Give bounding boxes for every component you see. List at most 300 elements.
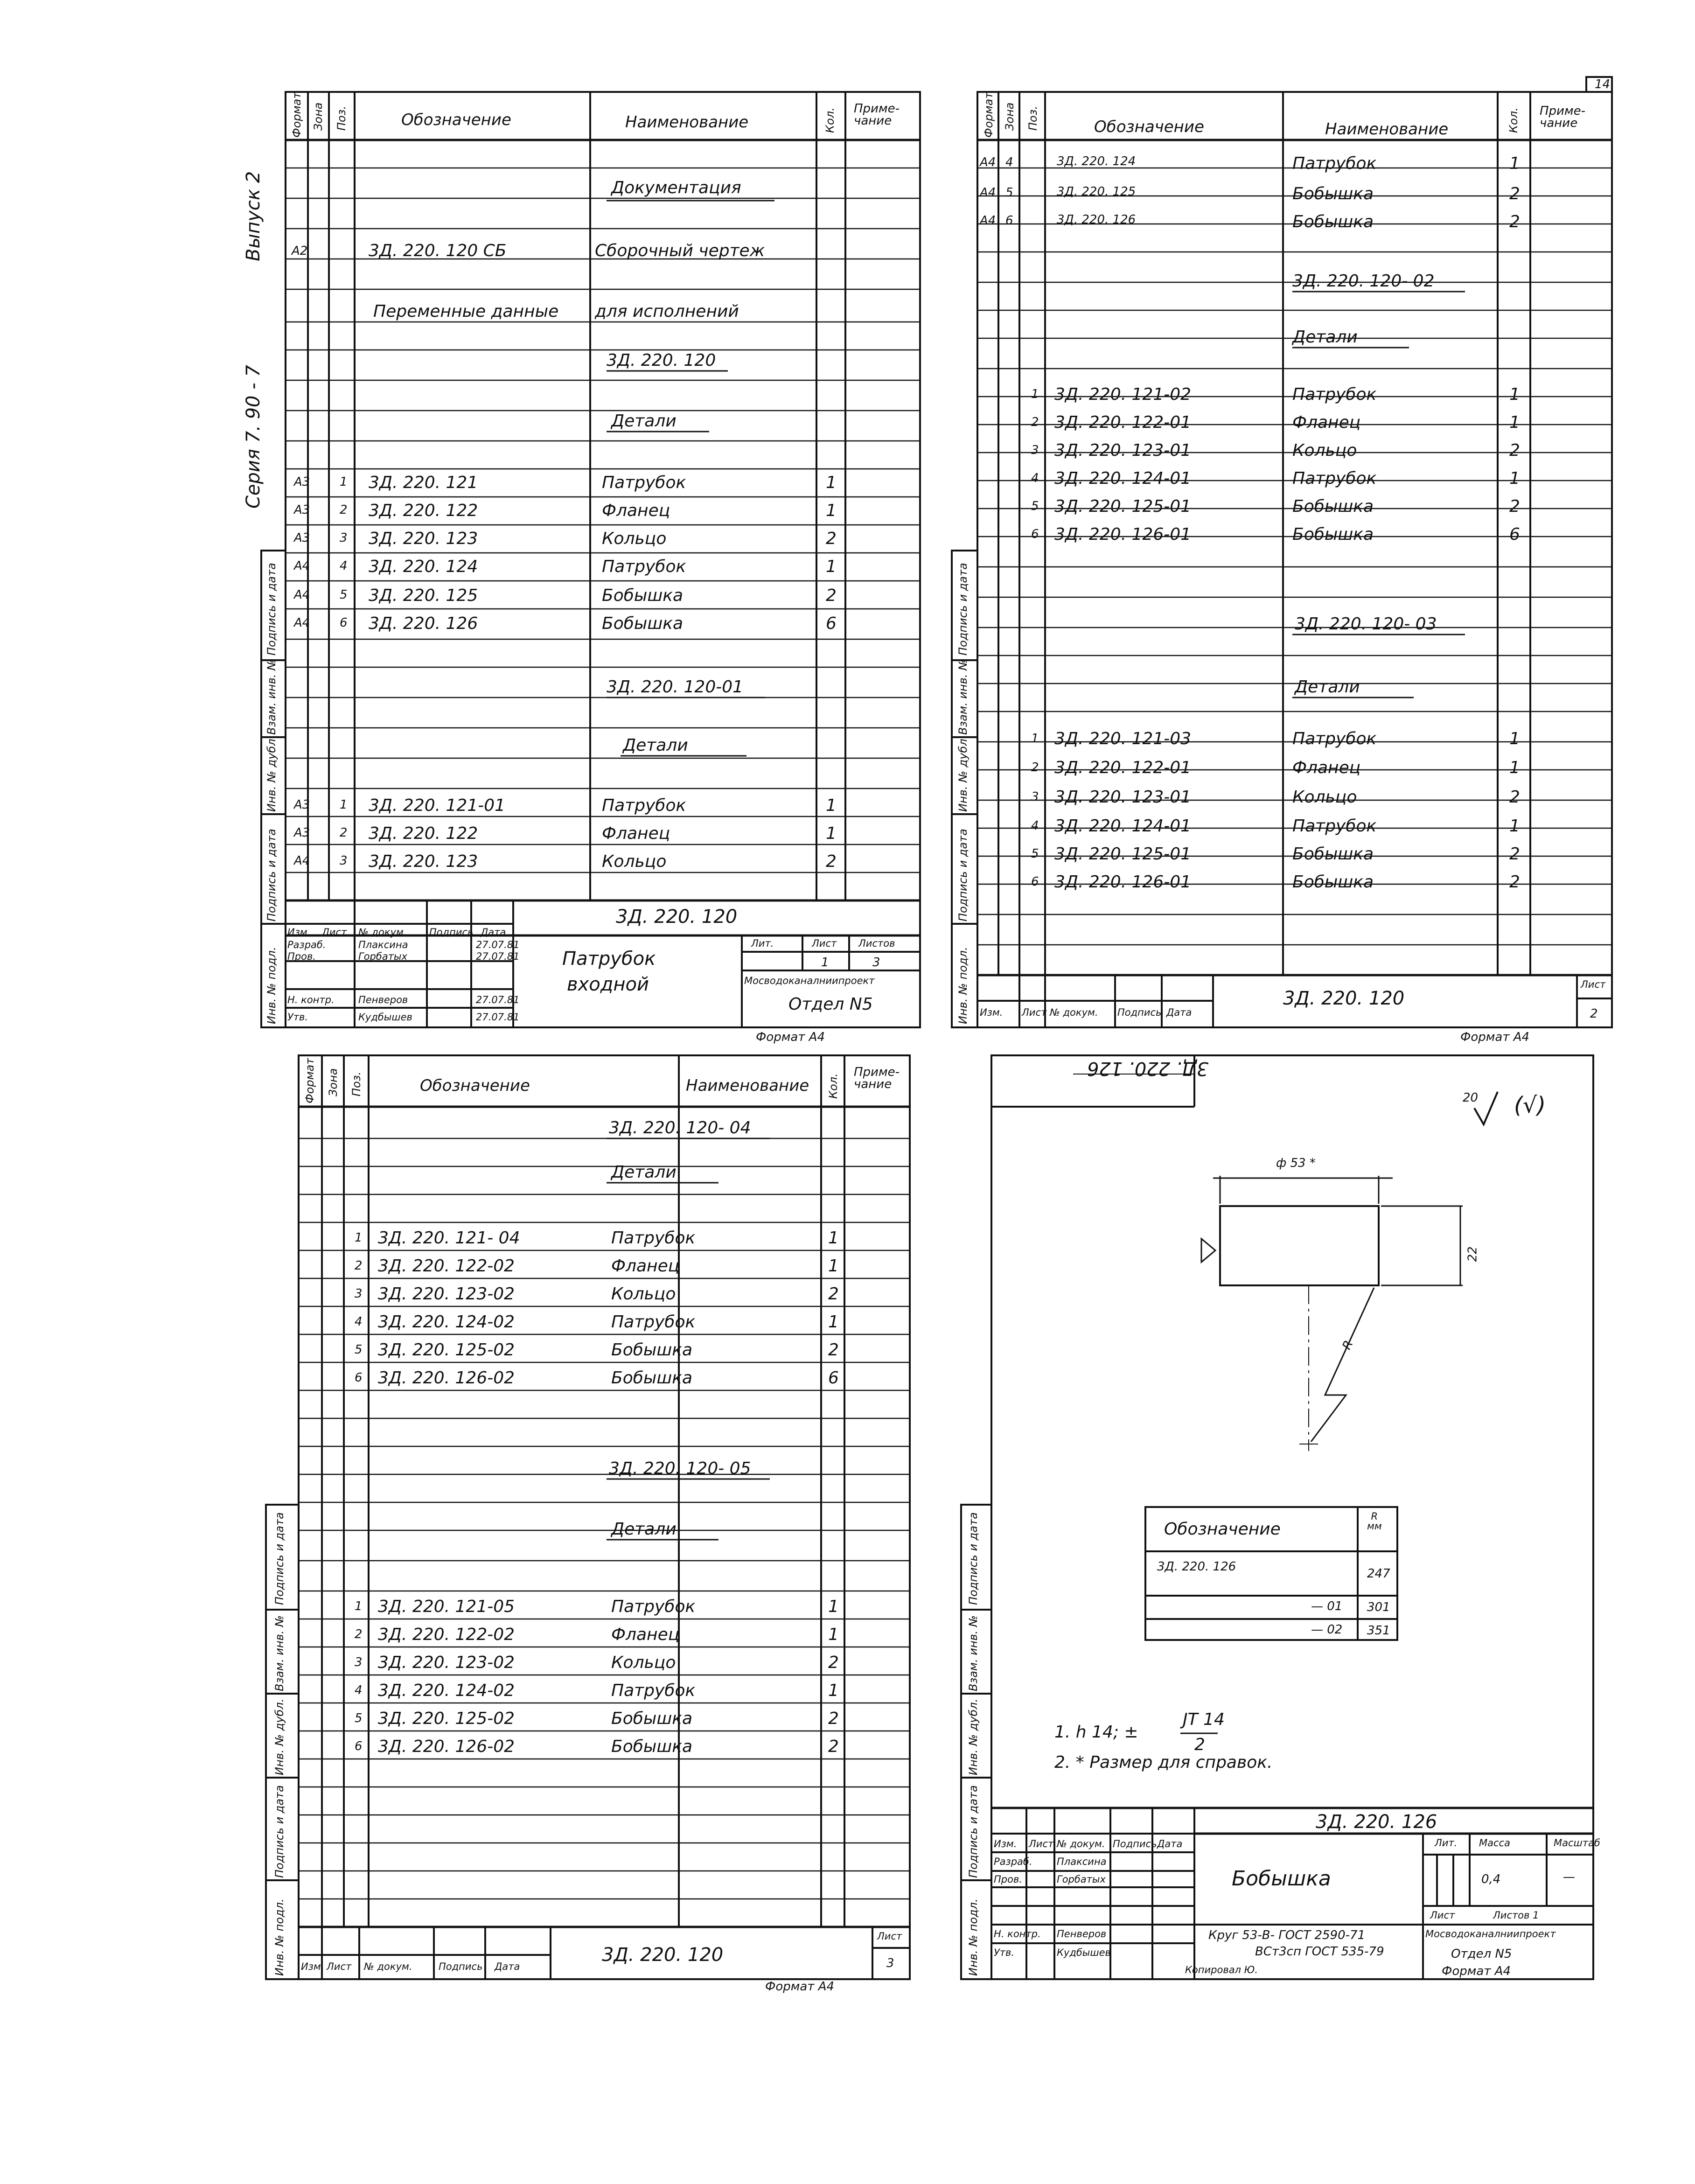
row-pos: 3: [1031, 790, 1039, 804]
row-designation: 3Д. 220. 122-02: [378, 1625, 515, 1644]
row-name: Патрубок: [611, 1681, 696, 1700]
stamp-name: Пенверов: [1057, 1928, 1107, 1940]
row-designation: 3Д. 220. 122-02: [378, 1256, 515, 1276]
row-name: Кольцо: [602, 852, 667, 871]
row-qty: 1: [826, 796, 837, 815]
row-name: Фланец: [611, 1256, 680, 1276]
row-qty: 1: [1509, 154, 1520, 173]
stamp-label: Масштаб: [1554, 1837, 1600, 1849]
stamp-label: Лист: [1022, 1007, 1047, 1018]
stamp-label: Листов: [858, 938, 895, 949]
stamp-sheets: Листов 1: [1493, 1910, 1539, 1921]
row-name: Патрубок: [611, 1597, 696, 1616]
details-heading: Детали: [611, 412, 677, 431]
row-name: Кольцо: [611, 1284, 676, 1304]
margin-label: Подпись и дата: [265, 563, 278, 656]
row-pos: 1: [340, 798, 348, 812]
row-format: А3: [294, 503, 310, 517]
row-pos: 6: [1031, 875, 1039, 889]
details-heading: Детали: [611, 1163, 677, 1182]
margin-label: Подпись и дата: [956, 563, 970, 656]
section-documentation: Документация: [611, 178, 741, 197]
row-name: Бобышка: [1292, 184, 1374, 203]
row-pos: 3: [355, 1287, 363, 1301]
margin-label: Инв. № дубл.: [967, 1698, 980, 1775]
variable-data-right: для исполнений: [595, 302, 739, 321]
col-designation-header: Обозначение: [420, 1076, 530, 1095]
margin-label: Подпись и дата: [265, 829, 278, 921]
row-name: Кольцо: [1292, 788, 1357, 807]
row-designation: 3Д. 220. 123: [369, 529, 478, 548]
variant-heading: 3Д. 220. 120- 02: [1292, 272, 1435, 291]
stamp-label: Утв.: [994, 1947, 1015, 1958]
row-pos: 6: [1005, 214, 1013, 228]
row-designation: 3Д. 220. 121-01: [369, 796, 506, 815]
margin-label: Инв. № подл.: [273, 1898, 286, 1976]
row-name: Патрубок: [1292, 469, 1377, 488]
note-2: 2. * Размер для справок.: [1054, 1753, 1273, 1772]
row-pos: 3: [1031, 443, 1039, 457]
row-r: 351: [1367, 1624, 1390, 1638]
row-name: Кольцо: [1292, 441, 1357, 460]
row-designation: — 02: [1311, 1623, 1343, 1637]
col-name-header: Наименование: [1325, 120, 1449, 139]
row-name: Патрубок: [1292, 729, 1377, 748]
row-designation: 3Д. 220. 120 СБ: [369, 241, 507, 260]
row-designation: 3Д. 220. 126: [369, 614, 478, 633]
row-name: Бобышка: [1292, 872, 1374, 892]
row-name: Бобышка: [611, 1709, 693, 1728]
row-qty: 1: [826, 824, 837, 843]
variant-heading: 3Д. 220. 120- 03: [1295, 614, 1437, 634]
row-pos: 4: [1031, 819, 1039, 833]
row-designation: 3Д. 220. 123-02: [378, 1284, 515, 1304]
margin-label: Инв. № дубл.: [265, 735, 278, 812]
col-qty-header: Кол.: [823, 107, 837, 133]
row-pos: 5: [1031, 847, 1039, 861]
row-qty: 1: [1509, 758, 1520, 777]
row-designation: 3Д. 220. 124-02: [378, 1312, 515, 1332]
row-designation: 3Д. 220. 124: [369, 557, 478, 576]
row-designation: 3Д. 220. 122: [369, 501, 478, 520]
stamp-name: Пенверов: [358, 994, 408, 1005]
r-table-header: R мм: [1367, 1511, 1382, 1532]
stamp-label: № докум.: [364, 1961, 412, 1972]
row-designation: 3Д. 220. 124-01: [1054, 469, 1192, 488]
r-table-header: Обозначение: [1164, 1520, 1281, 1539]
stamp-name: Горбатых: [1057, 1874, 1106, 1885]
row-qty: 2: [1509, 788, 1520, 807]
stamp-mass: 0,4: [1481, 1872, 1501, 1886]
row-designation: 3Д. 220. 126-01: [1054, 872, 1192, 892]
row-format: А3: [294, 531, 310, 545]
row-format: А4: [294, 616, 310, 630]
row-pos: 5: [355, 1711, 363, 1725]
variant-heading: 3Д. 220. 120- 04: [609, 1118, 751, 1137]
variable-data-left: Переменные данные: [373, 302, 559, 321]
row-qty: 1: [1509, 469, 1520, 488]
row-name: Кольцо: [602, 529, 667, 548]
row-qty: 1: [828, 1597, 839, 1616]
col-zone-header: Зона: [1003, 102, 1016, 131]
row-designation: 3Д. 220. 122: [369, 824, 478, 843]
stamp-label: Лист: [1029, 1838, 1054, 1849]
stamp-label: Лит.: [1435, 1837, 1458, 1849]
stamp-sheet-number: 2: [1590, 1007, 1598, 1021]
row-name: Бобышка: [602, 614, 684, 633]
row-qty: 1: [1509, 385, 1520, 404]
stamp-label: Разраб.: [287, 939, 326, 950]
row-pos: 6: [355, 1371, 363, 1385]
stamp-sheet: Лист: [1430, 1910, 1455, 1921]
row-name: Бобышка: [1292, 497, 1374, 516]
col-zone-header: Зона: [327, 1068, 340, 1096]
format-label: Формат А4: [1460, 1030, 1530, 1044]
row-designation: 3Д. 220. 123-01: [1054, 441, 1192, 460]
row-designation: 3Д. 220. 121: [369, 473, 478, 492]
row-name: Сборочный чертеж: [595, 241, 765, 260]
stamp-name: Кудбышев: [358, 1012, 412, 1023]
row-name: Бобышка: [602, 586, 684, 605]
variant-heading: 3Д. 220. 120: [607, 351, 716, 370]
stamp-label: № докум.: [358, 927, 407, 938]
row-qty: 2: [1509, 497, 1520, 516]
row-name: Патрубок: [1292, 816, 1377, 836]
variant-heading: 3Д. 220. 120-01: [607, 677, 744, 697]
margin-label: Подпись и дата: [273, 1512, 286, 1605]
row-qty: 2: [1509, 441, 1520, 460]
row-pos: 4: [355, 1315, 363, 1329]
row-designation: 3Д. 220. 123-02: [378, 1653, 515, 1672]
stamp-date: 27.07.81: [476, 939, 520, 950]
row-pos: 5: [340, 588, 348, 602]
stamp-date: 27.07.81: [476, 1012, 520, 1023]
stamp-label: № докум.: [1057, 1838, 1105, 1849]
dim-radius: R: [1339, 1338, 1356, 1352]
row-designation: 3Д. 220. 125-01: [1054, 844, 1192, 864]
row-format: А4: [980, 186, 996, 200]
row-designation: 3Д. 220. 121-05: [378, 1597, 515, 1616]
row-designation: 3Д. 220. 121-03: [1054, 729, 1192, 748]
col-name-header: Наименование: [686, 1076, 809, 1095]
row-designation: 3Д. 220. 122-01: [1054, 413, 1192, 432]
format-label: Формат А4: [756, 1030, 825, 1044]
stamp-org: Мосводоканалниипроект: [1425, 1928, 1556, 1940]
stamp-sheet-number: 1: [821, 956, 829, 970]
row-pos: 4: [1005, 155, 1013, 169]
stamp-label: Лист: [322, 927, 347, 938]
stamp-label: Лист: [877, 1931, 902, 1942]
row-qty: 1: [1509, 413, 1520, 432]
stamp-label: Лит.: [751, 938, 774, 949]
material-line-1: Круг 53-В- ГОСТ 2590-71: [1208, 1928, 1366, 1942]
stamp-date: 27.07.81: [476, 951, 520, 962]
col-note-header: Приме- чание: [854, 1065, 900, 1091]
margin-label: Взам. инв. №: [265, 659, 278, 735]
details-heading: Детали: [1295, 677, 1360, 697]
stamp-label: Разраб.: [994, 1856, 1032, 1867]
row-pos: 3: [340, 531, 348, 545]
stamp-title: входной: [567, 974, 649, 995]
margin-label: Инв. № подл.: [265, 947, 278, 1024]
row-pos: 2: [340, 826, 348, 840]
row-qty: 2: [1509, 844, 1520, 864]
col-note-header: Приме- чание: [854, 102, 900, 128]
row-name: Бобышка: [1292, 212, 1374, 231]
row-name: Патрубок: [611, 1312, 696, 1332]
stamp-name: Горбатых: [358, 951, 407, 962]
col-pos-header: Поз.: [350, 1071, 363, 1096]
stamp-label: Пров.: [994, 1874, 1023, 1885]
row-name: Фланец: [602, 501, 670, 520]
stamp-sheets-total: 3: [872, 956, 880, 970]
col-designation-header: Обозначение: [401, 111, 511, 129]
row-name: Бобышка: [1292, 844, 1374, 864]
row-designation: 3Д. 220. 121-02: [1054, 385, 1192, 404]
stamp-label: Подпись: [1113, 1838, 1157, 1849]
row-designation: 3Д. 220. 124: [1057, 154, 1136, 168]
details-heading: Детали: [1292, 328, 1358, 347]
row-qty: 1: [828, 1312, 839, 1332]
stamp-label: Лист: [327, 1961, 352, 1972]
stamp-label: Изм.: [287, 927, 311, 938]
row-designation: 3Д. 220. 126: [1157, 1560, 1236, 1574]
row-pos: 6: [1031, 527, 1039, 541]
stamp-label: Дата: [1166, 1007, 1192, 1018]
margin-label: Подпись и дата: [273, 1785, 286, 1878]
stamp-name: Плаксина: [358, 939, 408, 950]
row-designation: 3Д. 220. 126-01: [1054, 525, 1192, 544]
row-pos: 1: [355, 1231, 363, 1245]
row-name: Фланец: [602, 824, 670, 843]
row-designation: 3Д. 220. 126: [1057, 213, 1136, 227]
col-designation-header: Обозначение: [1094, 118, 1204, 136]
mirrored-title: 3Д. 220. 126: [1087, 1058, 1209, 1079]
row-qty: 6: [828, 1368, 839, 1388]
margin-label: Подпись и дата: [967, 1785, 980, 1878]
stamp-name: Плаксина: [1057, 1856, 1107, 1867]
row-qty: 2: [828, 1737, 839, 1756]
stamp-scale: —: [1563, 1870, 1575, 1884]
row-designation: 3Д. 220. 125: [369, 586, 478, 605]
stamp-label: Масса: [1479, 1837, 1510, 1849]
row-format: А4: [294, 559, 310, 573]
row-pos: 5: [1005, 186, 1013, 200]
row-pos: 1: [340, 475, 348, 489]
stamp-label: Лист: [812, 938, 837, 949]
row-format: А3: [294, 798, 310, 812]
row-format: А4: [294, 588, 310, 602]
row-designation: 3Д. 220. 125: [1057, 185, 1136, 199]
stamp-label: № докум.: [1050, 1007, 1098, 1018]
note-1-numerator: JT 14: [1183, 1710, 1225, 1729]
stamp-title: Патрубок: [562, 948, 656, 970]
margin-label: Взам. инв. №: [273, 1615, 286, 1691]
stamp-label: Подпись: [429, 927, 474, 938]
row-name: Фланец: [1292, 758, 1361, 777]
row-name: Кольцо: [611, 1653, 676, 1672]
series-label: Серия 7. 90 - 7: [243, 365, 264, 509]
row-qty: 1: [826, 501, 837, 520]
row-pos: 4: [355, 1683, 363, 1697]
details-heading: Детали: [611, 1520, 677, 1539]
row-pos: 2: [355, 1627, 363, 1641]
row-pos: 2: [1031, 415, 1039, 429]
row-qty: 1: [828, 1625, 839, 1644]
stamp-label: Изм.: [994, 1838, 1017, 1849]
row-pos: 5: [1031, 499, 1039, 513]
col-name-header: Наименование: [625, 113, 749, 132]
col-format-header: Формат: [290, 92, 303, 138]
details-heading: Детали: [623, 736, 688, 755]
note-1: 1. h 14; ±: [1054, 1723, 1138, 1742]
row-pos: 5: [355, 1343, 363, 1357]
row-qty: 2: [1509, 872, 1520, 892]
margin-label: Инв. № дубл.: [273, 1698, 286, 1775]
col-qty-header: Кол.: [827, 1073, 840, 1099]
row-designation: 3Д. 220. 126-02: [378, 1368, 515, 1388]
row-designation: 3Д. 220. 122-01: [1054, 758, 1192, 777]
row-format: А3: [294, 826, 310, 840]
row-qty: 1: [828, 1228, 839, 1248]
row-qty: 1: [1509, 729, 1520, 748]
row-name: Фланец: [1292, 413, 1361, 432]
stamp-doc-number: 3Д. 220. 120: [616, 906, 738, 928]
row-pos: 1: [355, 1599, 363, 1613]
margin-label: Инв. № подл.: [967, 1898, 980, 1976]
row-name: Бобышка: [1292, 525, 1374, 544]
row-pos: 3: [355, 1655, 363, 1669]
stamp-label: Дата: [495, 1961, 520, 1972]
stamp-doc-number: 3Д. 220. 120: [1283, 988, 1405, 1009]
row-qty: 2: [828, 1709, 839, 1728]
margin-label: Подпись и дата: [956, 829, 970, 921]
format-label: Формат А4: [765, 1980, 835, 1994]
row-designation: 3Д. 220. 123: [369, 852, 478, 871]
material-line-2: ВСт3сп ГОСТ 535-79: [1255, 1945, 1384, 1959]
stamp-label: Лист: [1581, 979, 1606, 990]
stamp-doc-number: 3Д. 220. 120: [602, 1944, 724, 1966]
row-qty: 2: [826, 586, 837, 605]
row-designation: 3Д. 220. 125-02: [378, 1709, 515, 1728]
stamp-label: Дата: [481, 927, 506, 938]
part-name: Бобышка: [1232, 1867, 1331, 1891]
margin-label: Подпись и дата: [967, 1512, 980, 1605]
margin-label: Взам. инв. №: [956, 659, 970, 735]
row-pos: 4: [1031, 471, 1039, 485]
stamp-label: Изм.: [301, 1961, 324, 1972]
row-name: Патрубок: [1292, 154, 1377, 173]
row-designation: 3Д. 220. 124-02: [378, 1681, 515, 1700]
dim-diameter: ф 53 *: [1276, 1156, 1316, 1170]
row-pos: 2: [355, 1259, 363, 1273]
stamp-sheet-number: 3: [886, 1956, 894, 1970]
row-r: 301: [1367, 1600, 1390, 1614]
note-1-denominator: 2: [1194, 1735, 1205, 1754]
margin-label: Взам. инв. №: [967, 1615, 980, 1691]
row-name: Бобышка: [611, 1737, 693, 1756]
row-pos: 6: [340, 616, 348, 630]
col-pos-header: Поз.: [335, 105, 348, 131]
row-qty: 2: [828, 1653, 839, 1672]
dim-height: 22: [1465, 1246, 1480, 1262]
row-name: Патрубок: [1292, 385, 1377, 404]
col-zone-header: Зона: [312, 102, 325, 131]
row-format: А4: [980, 155, 996, 169]
row-pos: 4: [340, 559, 348, 573]
stamp-label: Пров.: [287, 951, 316, 962]
row-r: 247: [1367, 1567, 1390, 1581]
row-name: Бобышка: [611, 1340, 693, 1360]
row-name: Патрубок: [611, 1228, 696, 1248]
margin-label: Инв. № подл.: [956, 947, 970, 1024]
page-number: 14: [1595, 77, 1611, 91]
stamp-label: Изм.: [980, 1007, 1003, 1018]
row-designation: — 01: [1311, 1599, 1343, 1613]
stamp-date: 27.07.81: [476, 994, 520, 1005]
stamp-label: Подпись: [439, 1961, 483, 1972]
stamp-org: Мосводоканалниипроект: [744, 975, 875, 986]
row-format: А3: [294, 475, 310, 489]
row-pos: 6: [355, 1739, 363, 1753]
row-pos: 1: [1031, 732, 1039, 746]
row-name: Патрубок: [602, 557, 686, 576]
row-pos: 2: [340, 503, 348, 517]
col-format-header: Формат: [303, 1058, 316, 1103]
col-note-header: Приме- чание: [1540, 104, 1585, 130]
stamp-label: Н. контр.: [287, 994, 335, 1005]
row-qty: 2: [826, 529, 837, 548]
row-qty: 2: [828, 1284, 839, 1304]
row-name: Бобышка: [611, 1368, 693, 1388]
col-format-header: Формат: [982, 92, 995, 138]
stamp-label: Дата: [1157, 1838, 1183, 1849]
row-designation: 3Д. 220. 121- 04: [378, 1228, 520, 1248]
row-qty: 2: [1509, 184, 1520, 203]
row-qty: 1: [826, 473, 837, 492]
format-label: Формат А4: [1442, 1964, 1511, 1978]
stamp-name: Кудбышев: [1057, 1947, 1111, 1958]
stamp-label: Утв.: [287, 1012, 308, 1023]
row-pos: 2: [1031, 761, 1039, 775]
row-qty: 1: [1509, 816, 1520, 836]
row-format: А4: [294, 854, 310, 868]
roughness-value: 20: [1463, 1091, 1479, 1105]
variant-heading: 3Д. 220. 120- 05: [609, 1459, 751, 1478]
row-designation: 3Д. 220. 125-02: [378, 1340, 515, 1360]
col-qty-header: Кол.: [1507, 107, 1520, 133]
stamp-doc-number: 3Д. 220. 126: [1316, 1811, 1437, 1833]
stamp-label: Н. контр.: [994, 1928, 1041, 1940]
stamp-label: Подпись: [1117, 1007, 1162, 1018]
row-qty: 2: [828, 1340, 839, 1360]
row-qty: 1: [828, 1256, 839, 1276]
row-designation: 3Д. 220. 126-02: [378, 1737, 515, 1756]
row-qty: 1: [826, 557, 837, 576]
stamp-dept: Отдел N5: [788, 995, 873, 1014]
row-designation: 3Д. 220. 125-01: [1054, 497, 1192, 516]
stamp-dept: Отдел N5: [1451, 1947, 1512, 1961]
margin-label: Инв. № дубл.: [956, 735, 970, 812]
col-pos-header: Поз.: [1026, 105, 1039, 131]
roughness-general: (√): [1514, 1092, 1546, 1118]
issue-label: Выпуск 2: [243, 171, 264, 261]
row-format: А4: [980, 214, 996, 228]
row-name: Фланец: [611, 1625, 680, 1644]
row-designation: 3Д. 220. 124-01: [1054, 816, 1192, 836]
row-name: Патрубок: [602, 473, 686, 492]
row-qty: 2: [1509, 212, 1520, 231]
